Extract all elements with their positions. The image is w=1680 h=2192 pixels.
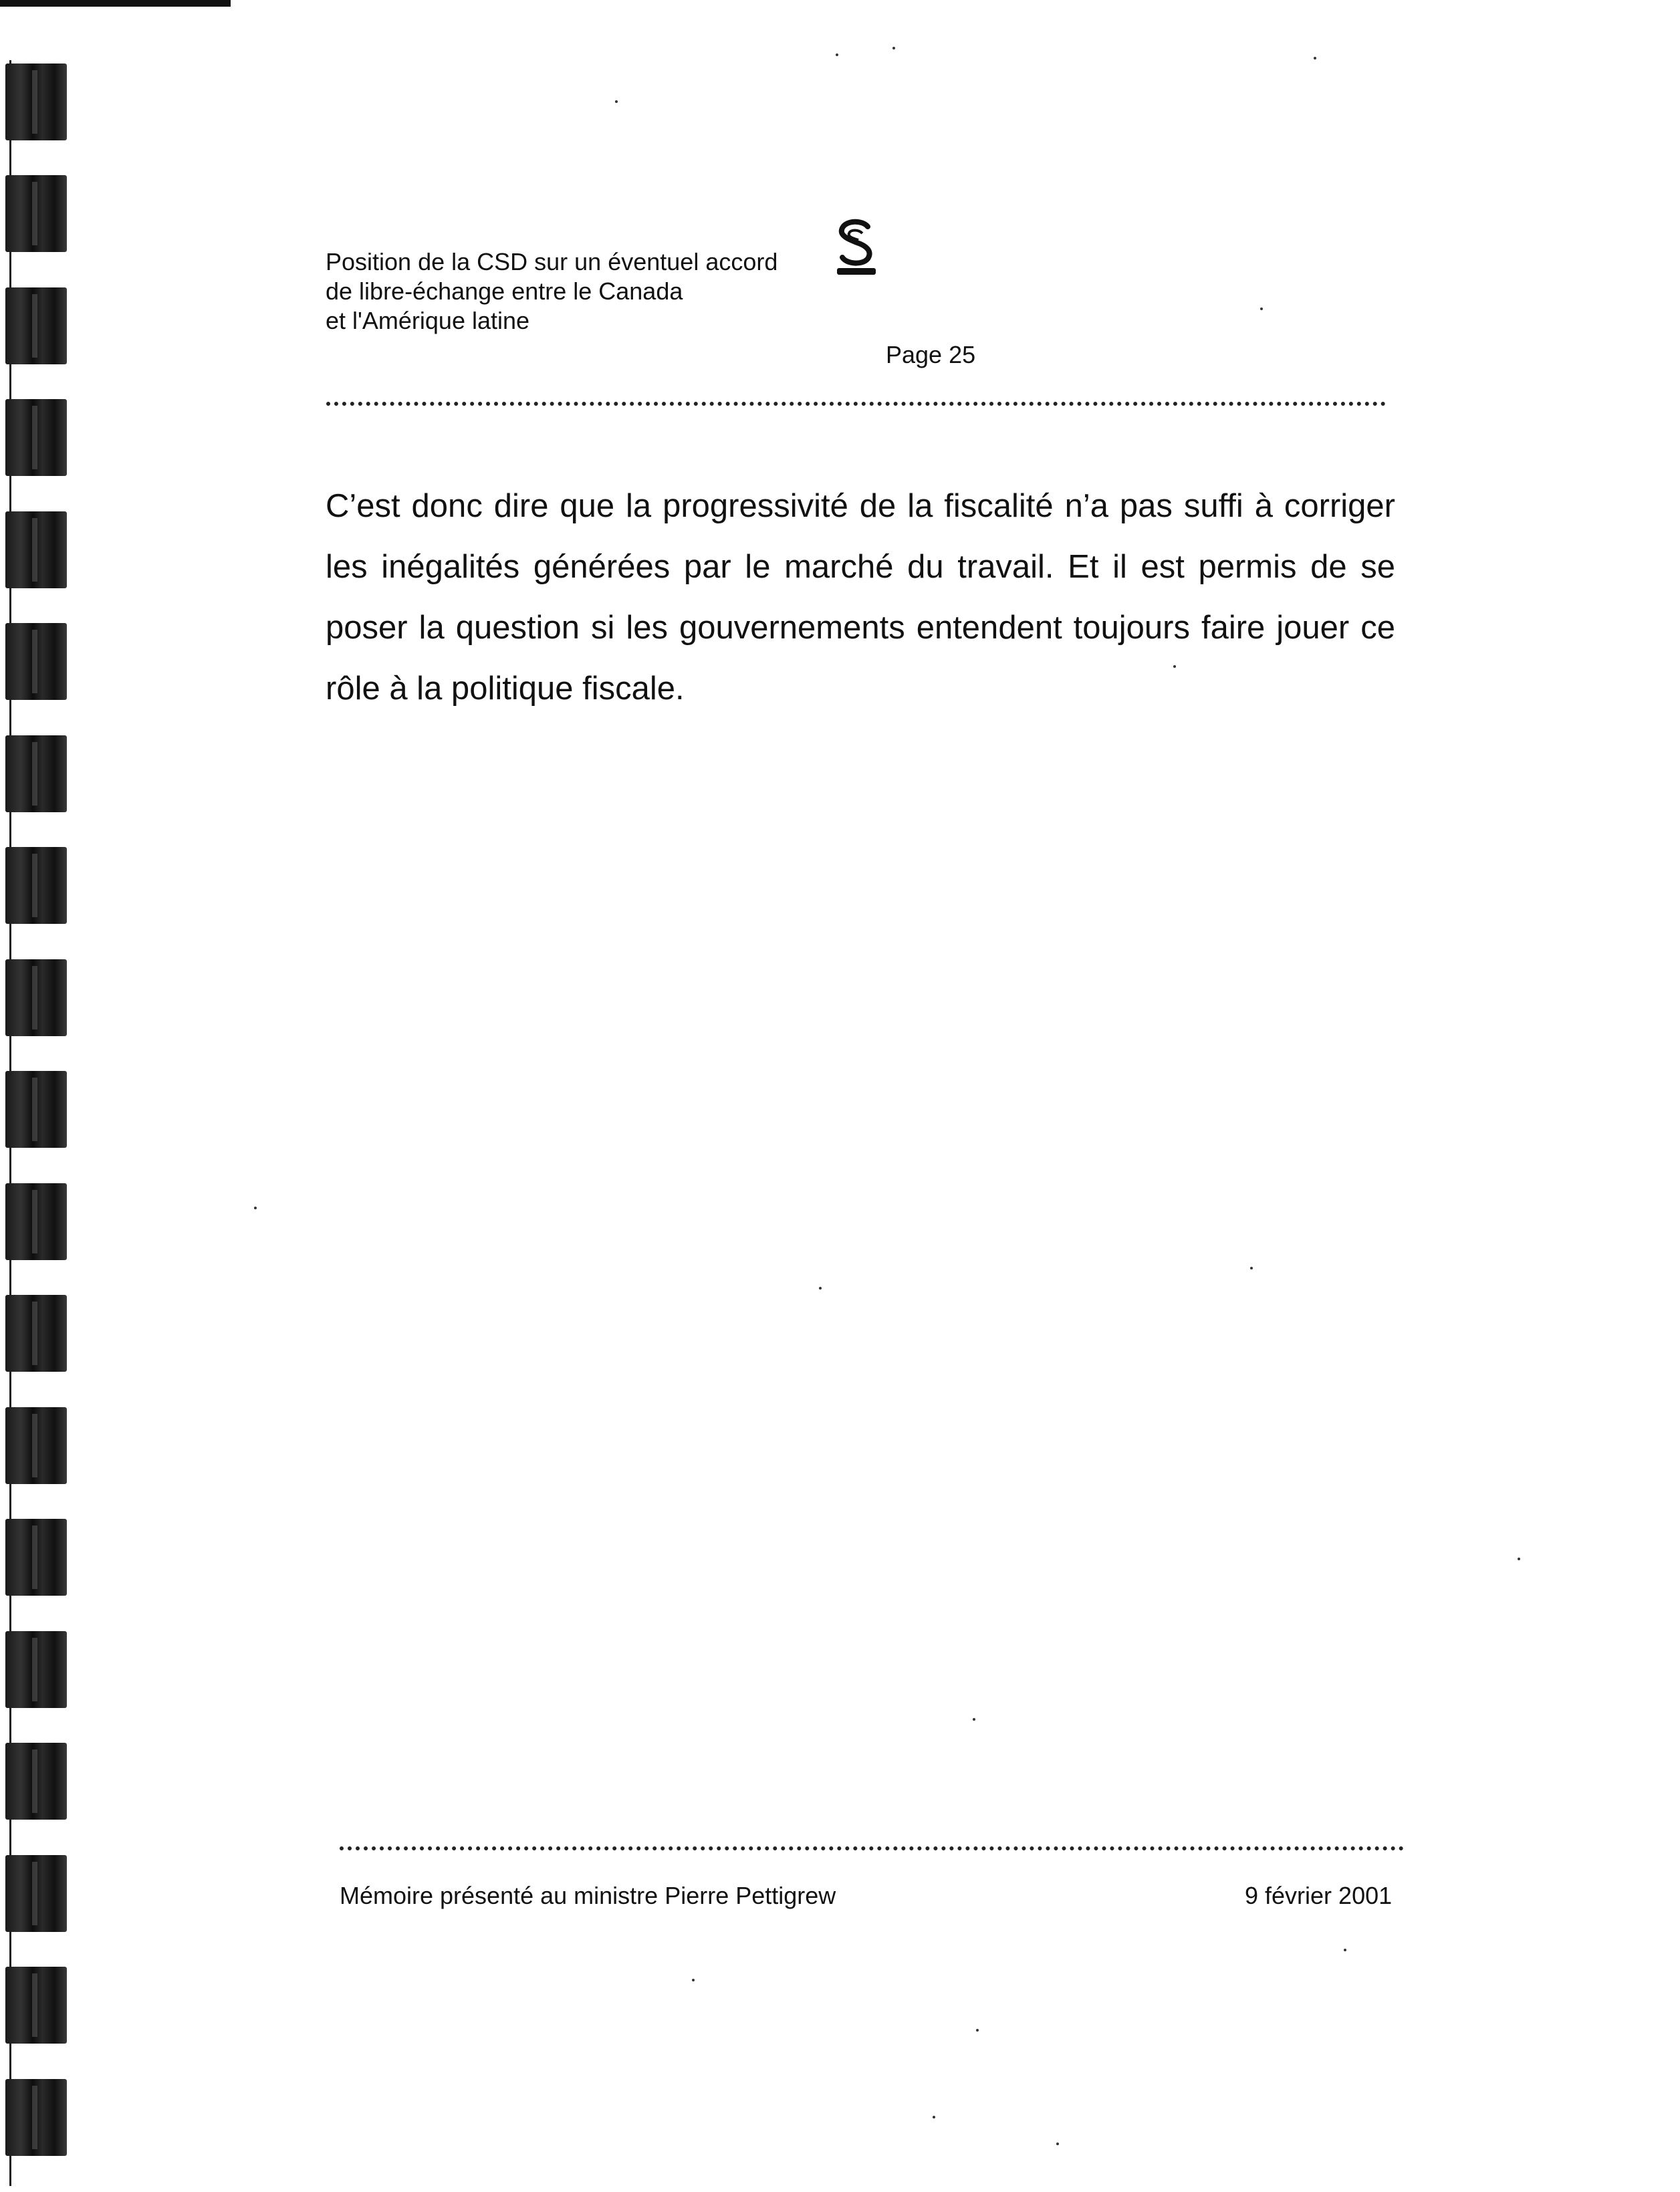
scan-speck xyxy=(1314,57,1316,59)
binding-ring xyxy=(5,287,67,364)
binding-ring xyxy=(5,1967,67,2044)
scan-speck xyxy=(892,47,895,49)
scan-speck xyxy=(819,1287,822,1290)
scan-speck xyxy=(1518,1558,1520,1560)
scan-speck xyxy=(933,2116,935,2118)
binding-ring xyxy=(5,1407,67,1484)
binding-ring xyxy=(5,1295,67,1372)
binding-ring xyxy=(5,1631,67,1708)
scan-speck xyxy=(976,2029,979,2032)
document-header xyxy=(326,247,834,336)
csd-logo-icon xyxy=(833,217,880,277)
scan-speck xyxy=(254,1207,257,1209)
scan-speck xyxy=(1173,665,1176,668)
binding-ring xyxy=(5,1519,67,1596)
scan-speck xyxy=(692,1979,695,1981)
binding-ring xyxy=(5,399,67,476)
scan-speck xyxy=(615,100,618,103)
binding-ring xyxy=(5,1855,67,1932)
page-number: Page 25 xyxy=(886,341,976,368)
header-line: et l'Amérique latine xyxy=(326,307,530,334)
footer-divider xyxy=(340,1846,1404,1850)
scan-speck xyxy=(1250,1267,1253,1269)
binding-ring xyxy=(5,1183,67,1260)
footer-date: 9 février 2001 xyxy=(1245,1882,1393,1909)
header-divider xyxy=(326,402,1386,406)
binding-ring xyxy=(5,175,67,252)
footer-title: Mémoire présenté au ministre Pierre Pettigrew xyxy=(340,1882,836,1909)
binding-ring xyxy=(5,959,67,1036)
header-line: Position de la CSD sur un éventuel accord xyxy=(326,248,778,275)
binding-ring xyxy=(5,735,67,812)
scan-speck xyxy=(973,1718,975,1721)
binding-ring xyxy=(5,847,67,924)
scan-speck xyxy=(1344,1949,1346,1951)
binding-ring xyxy=(5,1071,67,1148)
binding-ring xyxy=(5,511,67,588)
scan-speck xyxy=(1260,308,1263,310)
scan-speck xyxy=(836,53,838,56)
comb-binding xyxy=(0,0,74,2192)
scan-speck xyxy=(1056,2143,1059,2145)
binding-ring xyxy=(5,64,67,140)
binding-ring xyxy=(5,623,67,700)
binding-ring xyxy=(5,1743,67,1820)
header-line: de libre-échange entre le Canada xyxy=(326,277,683,305)
body-paragraph: C’est donc dire que la progressivité de la fiscalité n’a pas suffi à corriger les inégalités générées par le marché du travail. Et il est permis de se poser la question si les gouvernements entendent toujours faire jouer ce rôle à la politique fiscale. xyxy=(326,488,1395,707)
binding-ring xyxy=(5,2079,67,2156)
